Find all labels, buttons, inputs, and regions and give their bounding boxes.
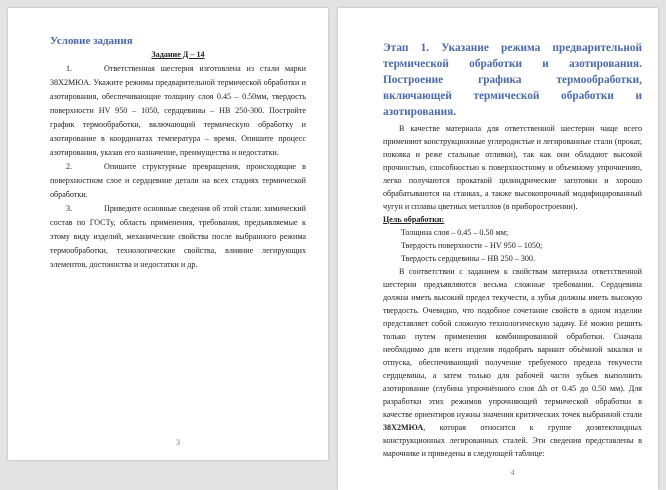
steel-grade: 38Х2МЮА xyxy=(383,423,424,432)
goal-item: Твердость сердцевины – НВ 250 – 300. xyxy=(401,254,536,263)
goal-item: Толщина слоя – 0.45 – 0.50 мм; xyxy=(401,228,509,237)
task-title: Задание Д – 14 xyxy=(151,50,205,59)
page-body xyxy=(383,40,642,460)
page-body xyxy=(50,34,306,272)
task-item-1 xyxy=(50,62,306,160)
paragraph-material: В качестве материала для ответственной шестерни чаще всего применяют конструкционные углеродистые и легированные стали (прокат, поковка и реже стальные отливки), так как они обладают высокой прочностью, способностью к поверхностному и объемному упрочнению, легко получаются прокаткой цилиндрические заготовки и хорошо обрабатываются на станках, а также высокопрочный модифицированный чугун и сплавы цветных металлов (в приборостроении). xyxy=(383,124,642,211)
task-item-2 xyxy=(50,160,306,202)
item-number: 1. xyxy=(66,64,73,73)
item-number: 2. xyxy=(66,162,73,171)
text-run: , которая относится к группе доэвтектоидных конструкционных легированных сталей. Эти сведения представлены в марочнике и приведены в следующей таблице: xyxy=(383,423,642,458)
stage-heading: Этап 1. Указание режима предварительной термической обработки и азотирования. Построение графика термообработки, включающей термической обработки и азотирования. xyxy=(383,42,642,118)
item-text: Приведите основные сведения об этой стали: химический состав по ГОСТу, область применения, требования, предъявляемые к этому виду изделий, механические свойства после выбранного режима термообработки, технологические свойства, влияние легирующих элементов, достоинства и недостатки и др. xyxy=(50,204,306,269)
paragraph-requirements xyxy=(383,265,642,460)
section-heading: Условие задания xyxy=(50,35,133,47)
text-run: В соответствии с заданием к свойствам материала ответственной шестерни предъявляются весьма сложные требования. Сердцевина должна иметь высокий предел текучести, а зубья должны иметь высокую твердость. Очевидно, что подобное сочетание свойств в одном изделии представляет собой сложную технологическую задачу. Её можно решить только путем применения комбинированной обработки. Сначала необходимо для всего изделия подобрать вариант объёмной закалки и отпуска, обеспечивающий получение требуемого предела текучести сердцевины, а затем только для рабочей части зубьев выполнить азотирование (глубина упрочнённого слоя Δh от 0.45 до 0.50 мм). Для разработки этих режимов упрочняющей термической обработки в качестве ориентиров нужны значения критических точек выбранной стали xyxy=(383,267,642,419)
goal-title: Цель обработки: xyxy=(383,215,445,224)
item-text: Опишите структурные превращения, происходящие в поверхностном слое и сердцевине детали на всех стадиях термической обработки. xyxy=(50,162,306,199)
document-page-4 xyxy=(338,8,658,490)
page-number: 3 xyxy=(176,438,180,447)
document-page-3 xyxy=(8,8,328,460)
task-item-3 xyxy=(50,202,306,272)
page-number: 4 xyxy=(510,468,515,477)
item-text: Ответственная шестерня изготовлена из стали марки 38Х2МЮА. Укажите режимы предварительной термической обработки и азотирования, обеспечивающие толщину слоя 0.45 – 0.50мм, твердость поверхности HV 950 – 1050, сердцевины – НВ 250-300. Постройте график термообработки, включающий термическую обработку и азотирование в координатах температура – время. Опишите процесс азотирования, указав его назначение, преимущества и недостатки. xyxy=(50,64,306,157)
goal-item: Твердость поверхности – HV 950 – 1050; xyxy=(401,241,543,250)
item-number: 3. xyxy=(66,204,73,213)
